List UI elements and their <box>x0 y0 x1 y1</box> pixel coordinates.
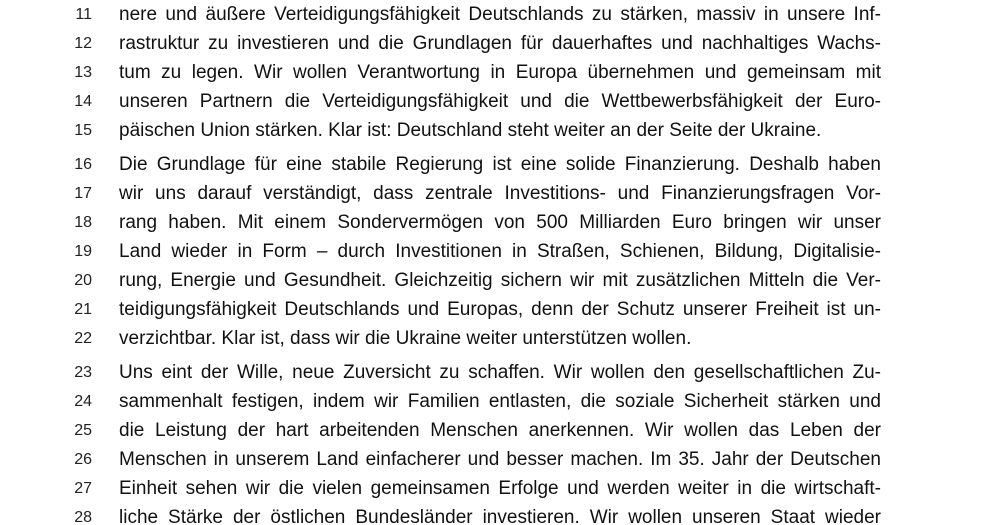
line-number: 16 <box>74 156 92 173</box>
line-number: 20 <box>74 272 92 289</box>
line-text: tum zu legen. Wir wollen Verantwortung in Europa übernehmen und gemeinsam mit <box>119 62 881 83</box>
text-line <box>0 179 1000 208</box>
line-text: rung, Energie und Gesundheit. Gleichzeitig sichern wir mit zusätzlichen Mitteln die Ver- <box>119 270 881 291</box>
line-text: liche Stärke der östlichen Bundesländer investieren. Wir wollen unseren Staat wieder <box>119 507 881 525</box>
text-line <box>0 208 1000 237</box>
line-text: rang haben. Mit einem Sondervermögen von 500 Milliarden Euro bringen wir unser <box>119 212 881 233</box>
line-text: wir uns darauf verständigt, dass zentrale Investitions- und Finanzierungsfragen Vor- <box>119 183 881 204</box>
line-number: 23 <box>74 364 92 381</box>
line-number: 18 <box>74 214 92 231</box>
line-text: sammenhalt festigen, indem wir Familien entlasten, die soziale Sicherheit stärken und <box>119 391 881 412</box>
text-line <box>0 503 1000 525</box>
line-number: 22 <box>74 330 92 347</box>
line-text: Uns eint der Wille, neue Zuversicht zu schaffen. Wir wollen den gesellschaftlichen Zu- <box>119 362 881 383</box>
text-line <box>0 266 1000 295</box>
text-line <box>0 474 1000 503</box>
text-line <box>0 237 1000 266</box>
line-number: 28 <box>74 509 92 525</box>
line-text: päischen Union stärken. Klar ist: Deutschland steht weiter an der Seite der Ukraine. <box>119 120 822 141</box>
line-text: rastruktur zu investieren und die Grundlagen für dauerhaftes und nachhaltiges Wachs- <box>119 33 881 54</box>
line-text: Die Grundlage für eine stabile Regierung ist eine solide Finanzierung. Deshalb haben <box>119 154 881 175</box>
line-number: 21 <box>74 301 92 318</box>
line-number: 11 <box>75 6 92 23</box>
line-text: verzichtbar. Klar ist, dass wir die Ukraine weiter unterstützen wollen. <box>119 328 692 349</box>
line-number: 26 <box>74 451 92 468</box>
line-text: nere und äußere Verteidigungsfähigkeit Deutschlands zu stärken, massiv in unsere Inf- <box>119 4 881 25</box>
text-line <box>0 295 1000 324</box>
text-line <box>0 0 1000 29</box>
text-line <box>0 445 1000 474</box>
text-line <box>0 387 1000 416</box>
line-number: 12 <box>74 35 92 52</box>
text-line <box>0 150 1000 179</box>
line-number: 25 <box>74 422 92 439</box>
text-line <box>0 87 1000 116</box>
line-text: Menschen in unserem Land einfacherer und besser machen. Im 35. Jahr der Deutschen <box>119 449 881 470</box>
line-number: 27 <box>74 480 92 497</box>
line-text: unseren Partnern die Verteidigungsfähigkeit und die Wettbewerbsfähigkeit der Euro- <box>119 91 881 112</box>
line-number: 24 <box>74 393 92 410</box>
line-text: teidigungsfähigkeit Deutschlands und Europas, denn der Schutz unserer Freiheit ist un- <box>119 299 881 320</box>
line-text: die Leistung der hart arbeitenden Menschen anerkennen. Wir wollen das Leben der <box>119 420 881 441</box>
text-line <box>0 29 1000 58</box>
line-number: 19 <box>74 243 92 260</box>
text-line <box>0 58 1000 87</box>
line-number: 14 <box>74 93 92 110</box>
text-line <box>0 358 1000 387</box>
line-number: 13 <box>74 64 92 81</box>
text-line <box>0 116 1000 145</box>
line-number: 15 <box>74 122 92 139</box>
line-text: Einheit sehen wir die vielen gemeinsamen Erfolge und werden weiter in die wirtschaft- <box>119 478 881 499</box>
text-line <box>0 416 1000 445</box>
line-number: 17 <box>74 185 92 202</box>
text-line <box>0 324 1000 353</box>
line-text: Land wieder in Form – durch Investitionen in Straßen, Schienen, Bildung, Digitalisie- <box>119 241 881 262</box>
